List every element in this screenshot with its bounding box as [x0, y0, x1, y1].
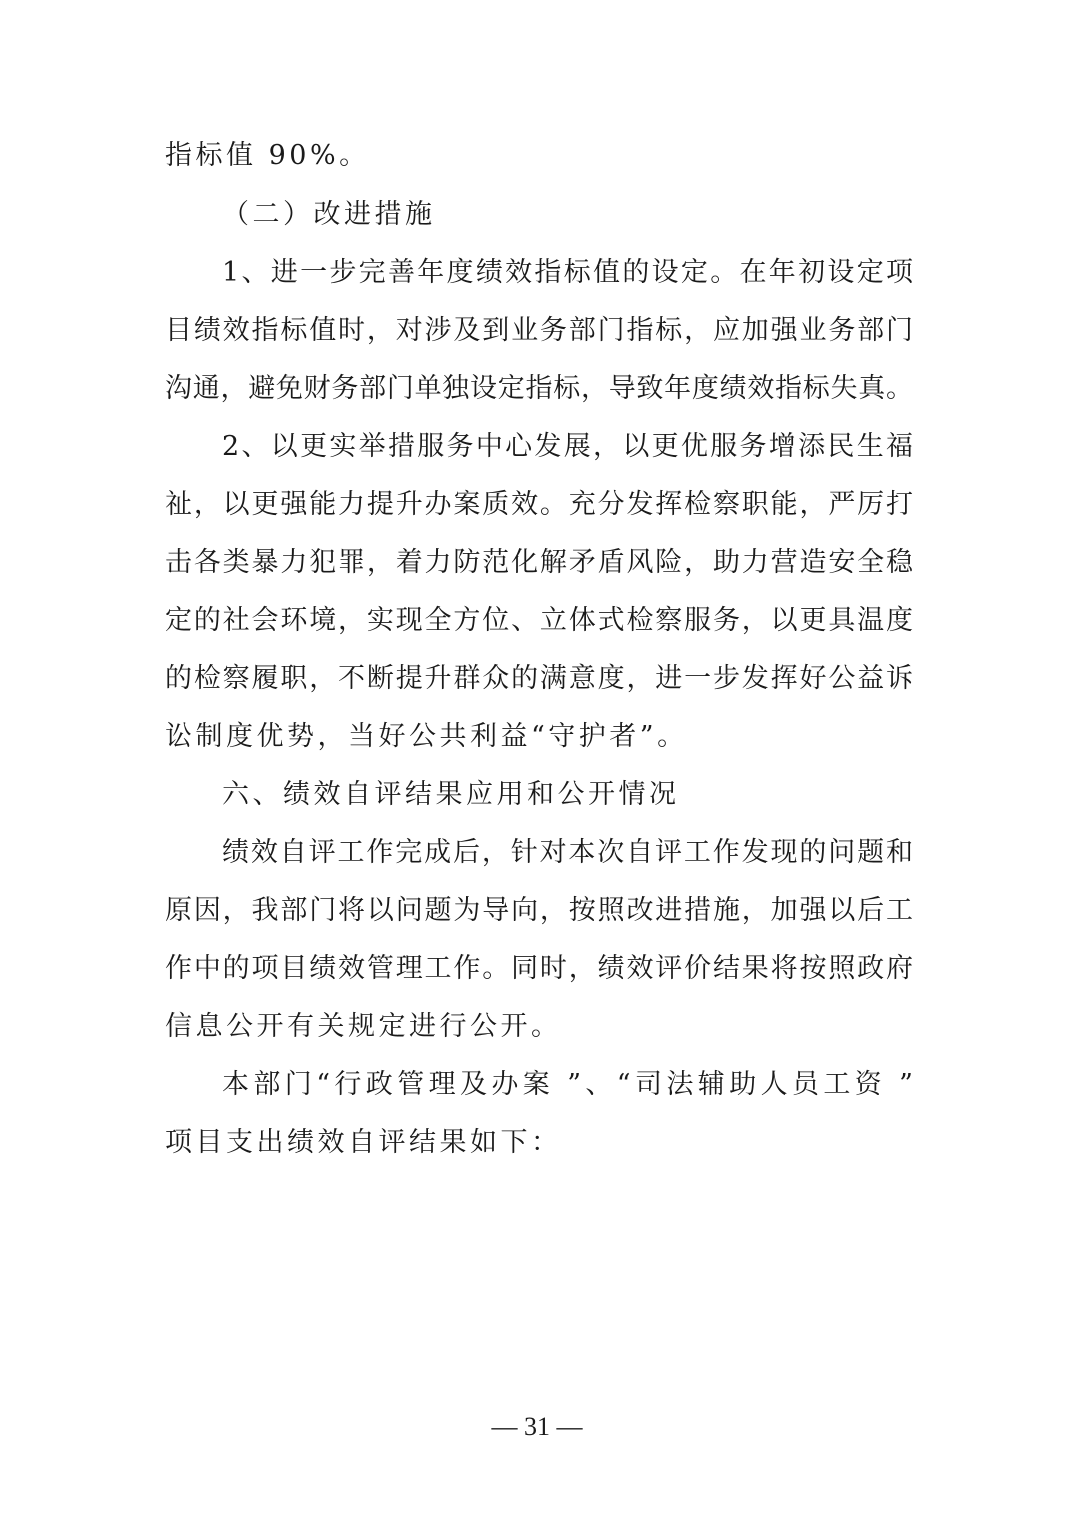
page-number: — 31 — — [491, 1412, 583, 1441]
paragraph-line: 信息公开有关规定进行公开。 — [165, 1011, 562, 1042]
paragraph-line: 讼制度优势，当好公共利益“守护者”。 — [165, 721, 688, 752]
paragraph-line: 目绩效指标值时，对涉及到业务部门指标，应加强业务部门 — [165, 315, 913, 346]
paragraph-line: 绩效自评工作完成后，针对本次自评工作发现的问题和 — [222, 837, 913, 868]
paragraph-line: 沟通，避免财务部门单独设定指标，导致年度绩效指标失真。 — [165, 373, 913, 404]
section-heading: 六、绩效自评结果应用和公开情况 — [222, 779, 680, 810]
paragraph-line: 1、进一步完善年度绩效指标值的设定。在年初设定项 — [222, 257, 913, 288]
paragraph-line: 本部门“行政管理及办案 ”、“司法辅助人员工资 ” — [222, 1069, 913, 1100]
paragraph-line: 作中的项目绩效管理工作。同时，绩效评价结果将按照政府 — [165, 953, 913, 984]
paragraph-line: 项目支出绩效自评结果如下： — [165, 1127, 562, 1158]
paragraph-line: 2、以更实举措服务中心发展，以更优服务增添民生福 — [222, 431, 913, 462]
paragraph-line: 指标值 90%。 — [165, 140, 370, 171]
paragraph-line: 定的社会环境，实现全方位、立体式检察服务，以更具温度 — [165, 605, 913, 636]
paragraph-line: 原因，我部门将以问题为导向，按照改进措施，加强以后工 — [165, 895, 913, 926]
section-heading: （二）改进措施 — [222, 199, 436, 230]
paragraph-line: 祉，以更强能力提升办案质效。充分发挥检察职能，严厉打 — [165, 489, 913, 520]
paragraph-line: 击各类暴力犯罪，着力防范化解矛盾风险，助力营造安全稳 — [165, 547, 913, 578]
paragraph-line: 的检察履职，不断提升群众的满意度，进一步发挥好公益诉 — [165, 663, 913, 694]
